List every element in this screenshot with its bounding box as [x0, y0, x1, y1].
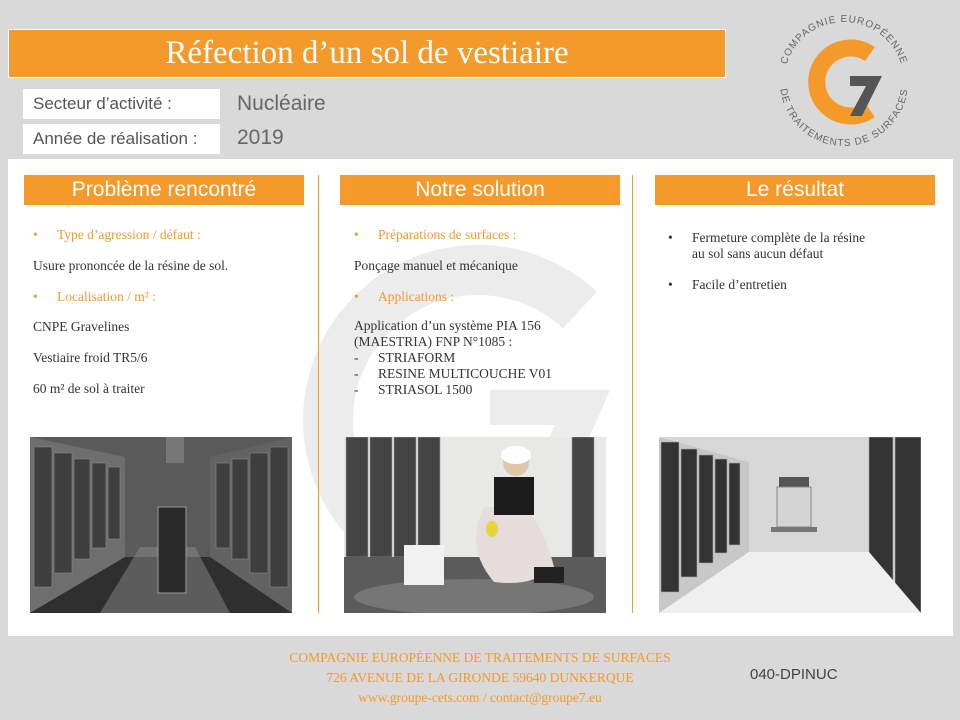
sector-value: Nucléaire: [237, 92, 326, 115]
solution-line-2: Application d’un système PIA 156: [354, 318, 541, 333]
solution-bullet-1: Préparations de surfaces :: [378, 227, 517, 242]
bullet-dot: •: [354, 227, 359, 242]
footer-address: 726 AVENUE DE LA GIRONDE 59640 DUNKERQUE: [326, 670, 634, 685]
solution-line-1: Ponçage manuel et mécanique: [354, 258, 518, 273]
solution-item-2: [354, 366, 552, 382]
bullet-dot: •: [33, 227, 38, 242]
photo-work: [344, 437, 606, 613]
year-label: Année de réalisation :: [23, 124, 220, 154]
logo-mark: G7: [843, 153, 845, 154]
solution-line-3: (MAESTRIA) FNP N°1085 :: [354, 334, 513, 349]
problem-bullet-1: Type d’agression / défaut :: [57, 227, 201, 242]
dash-marker: -: [354, 350, 359, 365]
footer-contact[interactable]: www.groupe-cets.com / contact@groupe7.eu: [358, 690, 602, 705]
problem-line-4: 60 m² de sol à traiter: [33, 381, 145, 396]
result-bullet-1b: au sol sans aucun défaut: [692, 246, 824, 261]
problem-line-2: CNPE Gravelines: [33, 319, 130, 334]
column-divider-2: [632, 175, 633, 613]
sector-label: Secteur d’activité :: [23, 89, 220, 119]
solution-item-3: [354, 382, 472, 398]
bullet-dot: •: [668, 230, 673, 245]
year-value: 2019: [237, 126, 284, 149]
solution-item-1: [354, 350, 455, 366]
svg-text:COMPAGNIE EUROPÉENNE: [779, 14, 909, 66]
problem-line-1: Usure prononcée de la résine de sol.: [33, 258, 229, 273]
solution-item-2-label: RESINE MULTICOUCHE V01: [378, 366, 553, 381]
dash-marker: -: [354, 382, 359, 397]
logo-ring-bottom: DE TRAITEMENTS DE SURFACES: [777, 87, 911, 150]
bullet-dot: •: [668, 277, 673, 292]
photo-after: [659, 437, 921, 613]
problem-line-3: Vestiaire froid TR5/6: [33, 350, 148, 365]
logo-ring-top: COMPAGNIE EUROPÉENNE: [778, 13, 910, 66]
photo-before: [30, 437, 292, 613]
dash-marker: -: [354, 366, 359, 381]
company-logo: [770, 8, 918, 156]
problem-bullet-2: Localisation / m² :: [57, 289, 156, 304]
column-divider-1: [318, 175, 319, 613]
solution-bullet-2: Applications :: [378, 289, 455, 304]
result-bullet-2: Facile d’entretien: [692, 277, 787, 292]
page-title: Réfection d’un sol de vestiaire: [165, 35, 569, 71]
result-bullet-1a: Fermeture complète de la résine: [692, 230, 866, 245]
title-banner: [8, 29, 726, 78]
solution-item-1-label: STRIAFORM: [378, 350, 456, 365]
header-solution: Notre solution: [340, 175, 620, 205]
footer-company: COMPAGNIE EUROPÉENNE DE TRAITEMENTS DE SURFACES: [289, 650, 671, 665]
header-problem: Problème rencontré: [24, 175, 304, 205]
header-result: Le résultat: [655, 175, 935, 205]
bullet-dot: •: [33, 289, 38, 304]
bullet-dot: •: [354, 289, 359, 304]
document-reference: 040-DPINUC: [750, 666, 838, 683]
solution-item-3-label: STRIASOL 1500: [378, 382, 473, 397]
